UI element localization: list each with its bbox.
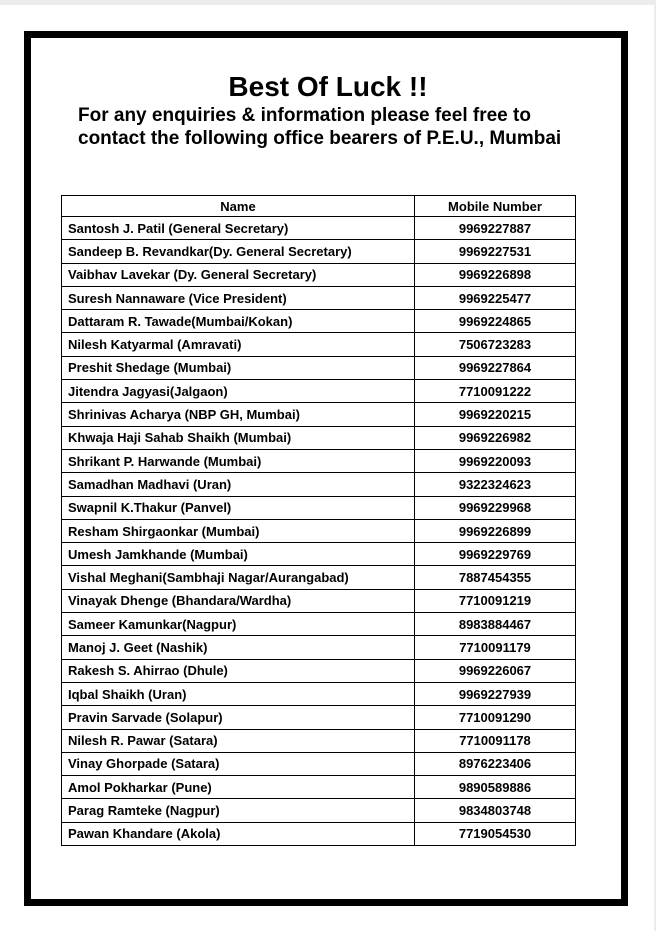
bearer-name-cell: Manoj J. Geet (Nashik) bbox=[62, 636, 415, 659]
table-row bbox=[62, 310, 576, 333]
table-row bbox=[62, 286, 576, 309]
table-row bbox=[62, 613, 576, 636]
bearer-name-cell: Iqbal Shaikh (Uran) bbox=[62, 682, 415, 705]
mobile-number-cell: 9969225477 bbox=[415, 286, 576, 309]
table-row bbox=[62, 752, 576, 775]
table-row bbox=[62, 659, 576, 682]
table-row bbox=[62, 217, 576, 240]
bearer-name-cell: Nilesh Katyarmal (Amravati) bbox=[62, 333, 415, 356]
mobile-number-cell: 7887454355 bbox=[415, 566, 576, 589]
mobile-number-cell: 9969227939 bbox=[415, 682, 576, 705]
mobile-number-cell: 9969226899 bbox=[415, 519, 576, 542]
table-row bbox=[62, 682, 576, 705]
mobile-number-cell: 9969220215 bbox=[415, 403, 576, 426]
table-row bbox=[62, 356, 576, 379]
mobile-number-cell: 7719054530 bbox=[415, 822, 576, 845]
table-header-row bbox=[62, 196, 576, 217]
table-row bbox=[62, 240, 576, 263]
bearer-name-cell: Khwaja Haji Sahab Shaikh (Mumbai) bbox=[62, 426, 415, 449]
mobile-number-cell: 9969227864 bbox=[415, 356, 576, 379]
mobile-number-cell: 7710091179 bbox=[415, 636, 576, 659]
bearer-name-cell: Sameer Kamunkar(Nagpur) bbox=[62, 613, 415, 636]
column-header-name: Name bbox=[62, 196, 415, 217]
bearer-name-cell: Sandeep B. Revandkar(Dy. General Secretary) bbox=[62, 240, 415, 263]
mobile-number-cell: 7710091178 bbox=[415, 729, 576, 752]
mobile-number-cell: 7506723283 bbox=[415, 333, 576, 356]
office-bearers-table bbox=[61, 195, 576, 846]
bearer-name-cell: Preshit Shedage (Mumbai) bbox=[62, 356, 415, 379]
bearer-name-cell: Vaibhav Lavekar (Dy. General Secretary) bbox=[62, 263, 415, 286]
bearer-name-cell: Vishal Meghani(Sambhaji Nagar/Aurangabad) bbox=[62, 566, 415, 589]
mobile-number-cell: 8976223406 bbox=[415, 752, 576, 775]
table-row bbox=[62, 822, 576, 845]
bearer-name-cell: Pravin Sarvade (Solapur) bbox=[62, 706, 415, 729]
bearer-name-cell: Samadhan Madhavi (Uran) bbox=[62, 473, 415, 496]
table-row bbox=[62, 380, 576, 403]
mobile-number-cell: 7710091222 bbox=[415, 380, 576, 403]
mobile-number-cell: 9890589886 bbox=[415, 776, 576, 799]
table-row bbox=[62, 473, 576, 496]
table-row bbox=[62, 706, 576, 729]
bearer-name-cell: Santosh J. Patil (General Secretary) bbox=[62, 217, 415, 240]
mobile-number-cell: 9322324623 bbox=[415, 473, 576, 496]
table-row bbox=[62, 519, 576, 542]
bearer-name-cell: Suresh Nannaware (Vice President) bbox=[62, 286, 415, 309]
table-row bbox=[62, 566, 576, 589]
table-row bbox=[62, 496, 576, 519]
mobile-number-cell: 8983884467 bbox=[415, 613, 576, 636]
mobile-number-cell: 9969229769 bbox=[415, 543, 576, 566]
bearer-name-cell: Resham Shirgaonkar (Mumbai) bbox=[62, 519, 415, 542]
table-row bbox=[62, 263, 576, 286]
viewer-top-edge bbox=[0, 0, 656, 5]
mobile-number-cell: 9969226067 bbox=[415, 659, 576, 682]
page-subtitle: For any enquiries & information please feel free to contact the following office bearers of P.E.U., Mumbai bbox=[78, 105, 562, 149]
bearer-name-cell: Rakesh S. Ahirrao (Dhule) bbox=[62, 659, 415, 682]
mobile-number-cell: 9969226982 bbox=[415, 426, 576, 449]
bearer-name-cell: Swapnil K.Thakur (Panvel) bbox=[62, 496, 415, 519]
mobile-number-cell: 9834803748 bbox=[415, 799, 576, 822]
table-row bbox=[62, 589, 576, 612]
mobile-number-cell: 7710091290 bbox=[415, 706, 576, 729]
mobile-number-cell: 9969229968 bbox=[415, 496, 576, 519]
bearer-name-cell: Shrinivas Acharya (NBP GH, Mumbai) bbox=[62, 403, 415, 426]
table-row bbox=[62, 776, 576, 799]
table-row bbox=[62, 426, 576, 449]
mobile-number-cell: 9969220093 bbox=[415, 449, 576, 472]
mobile-number-cell: 9969227887 bbox=[415, 217, 576, 240]
table-row bbox=[62, 799, 576, 822]
table-row bbox=[62, 543, 576, 566]
bearer-name-cell: Vinay Ghorpade (Satara) bbox=[62, 752, 415, 775]
bearer-name-cell: Parag Ramteke (Nagpur) bbox=[62, 799, 415, 822]
bearer-name-cell: Shrikant P. Harwande (Mumbai) bbox=[62, 449, 415, 472]
mobile-number-cell: 9969226898 bbox=[415, 263, 576, 286]
column-header-mobile: Mobile Number bbox=[415, 196, 576, 217]
bearer-name-cell: Pawan Khandare (Akola) bbox=[62, 822, 415, 845]
page-title: Best Of Luck !! bbox=[228, 71, 428, 102]
table-row bbox=[62, 449, 576, 472]
bearer-name-cell: Umesh Jamkhande (Mumbai) bbox=[62, 543, 415, 566]
table-row bbox=[62, 333, 576, 356]
mobile-number-cell: 9969227531 bbox=[415, 240, 576, 263]
mobile-number-cell: 9969224865 bbox=[415, 310, 576, 333]
bearer-name-cell: Jitendra Jagyasi(Jalgaon) bbox=[62, 380, 415, 403]
bearer-name-cell: Amol Pokharkar (Pune) bbox=[62, 776, 415, 799]
bearer-name-cell: Dattaram R. Tawade(Mumbai/Kokan) bbox=[62, 310, 415, 333]
mobile-number-cell: 7710091219 bbox=[415, 589, 576, 612]
table-row bbox=[62, 729, 576, 752]
table-row bbox=[62, 636, 576, 659]
bearer-name-cell: Nilesh R. Pawar (Satara) bbox=[62, 729, 415, 752]
table-row bbox=[62, 403, 576, 426]
bearer-name-cell: Vinayak Dhenge (Bhandara/Wardha) bbox=[62, 589, 415, 612]
